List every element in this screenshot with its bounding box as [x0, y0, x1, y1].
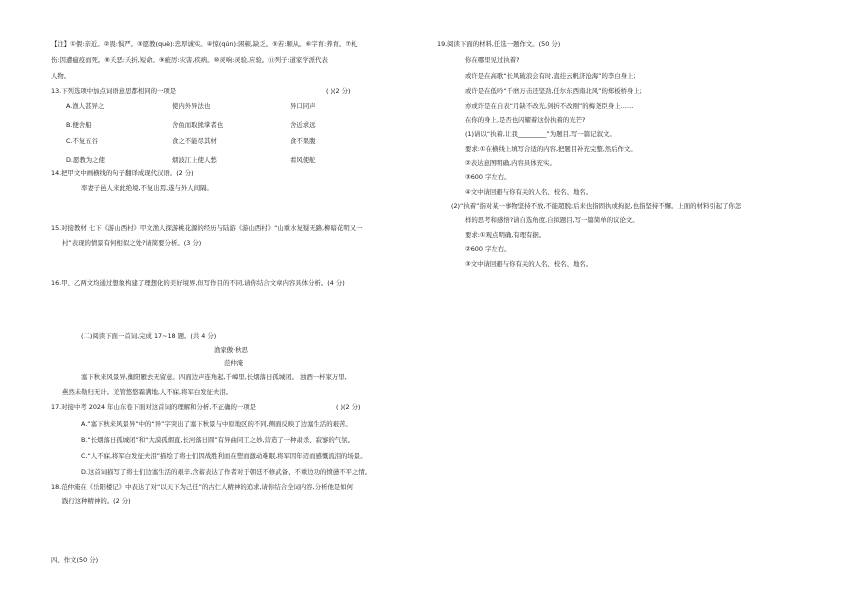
q17-option-d: D.这首词描写了将士们边塞生活的艰辛,含蓄表达了作者对于朝廷不修武备、不重边功的愤懑不平之情。 — [81, 468, 372, 476]
poem-author: 范仲淹 — [224, 359, 244, 367]
question-18-line-1: 18.范仲淹在《岳阳楼记》中表达了对“以天下为己任”的古仁人精神的追求,请你结合全词内容,分析他是如何 — [51, 483, 354, 491]
q13-option-a-3: 异口同声 — [290, 102, 316, 110]
topic-2-line-2: 样的思考和感悟?请自选角度,自拟题目,写一篇简单的议论文。 — [465, 216, 639, 224]
q13-option-b-3: 舍近求远 — [290, 121, 316, 129]
topic-2-line-1: (2)“执着”指对某一事物坚持不放,不能超脱;后来也指固执或拘泥,也指坚持不懈。上面的材料引起了你怎 — [451, 202, 742, 210]
part-4-heading: 四、作文(50 分) — [51, 556, 99, 564]
q13-option-d-2: 烟波江上使人愁 — [172, 156, 217, 164]
q17-option-a: A.“塞下秋来风景异”中的“异”字突出了塞下秋景与中原地区的不同,侧面反映了边塞生活的艰苦。 — [81, 420, 352, 428]
material-intro-4: 亦或许是在自表“月缺不改光,剑折不改刚”的梅尧臣身上…… — [465, 102, 634, 110]
material-intro-1: 你在哪里见过执着? — [465, 56, 520, 64]
q13-option-d-1: D.愿教为之使 — [66, 156, 105, 164]
q13-option-d-3: 看风使舵 — [290, 156, 316, 164]
poem-line-2: 燕然未勒归无计。羌管悠悠霜满地,人不寐,将军白发征夫泪。 — [62, 388, 233, 396]
topic-1-req-3: ③600 字左右。 — [465, 173, 511, 181]
material-intro-3: 或许是在低吟“千磨万击还坚劲,任尔东西南北风”的郑板桥身上; — [465, 87, 642, 95]
question-15-line-2: 村”表现的情景有何相似之处?请简要分析。(3 分) — [62, 239, 202, 247]
annotation-note-line-3: 人物。 — [51, 72, 71, 80]
question-13-answer-paren: ( )(2 分) — [326, 87, 351, 95]
question-19-stem: 19.阅读下面的材料,任选一题作文。(50 分) — [437, 40, 561, 48]
q17-option-b: B.“长烟落日孤城闭”和“大漠孤烟直,长河落日圆”有异曲同工之妙,营造了一种肃杀、寂寥的气氛。 — [81, 436, 354, 444]
q13-option-b-1: B.便舍船 — [66, 121, 92, 129]
q13-option-a-2: 使内外异法也 — [172, 102, 211, 110]
question-18-line-2: 践行这种精神的。(2 分) — [62, 497, 131, 505]
question-14-sentence: 率妻子邑人来此绝境,不复出焉,遂与外人间隔。 — [81, 184, 213, 192]
material-intro-2: 或许是在高歌“长风破浪会有时,直挂云帆济沧海”的李白身上; — [465, 72, 636, 80]
material-intro-5: 在你的身上,是否也闪耀着这份执着的光芒? — [465, 116, 586, 124]
annotation-note-line-1: 【注】①偎:亲近。②畏:惧严。③愿教(què):忠厚诚实。④惊(qún):困顿,缺乏。⑤若:顺从。⑥字育:养育。⑦札 — [51, 40, 358, 48]
part-2-heading: (二)阅读下面一首词,完成 17~18 题。(共 4 分) — [81, 332, 217, 340]
question-17-answer-paren: ( )(2 分) — [336, 403, 361, 411]
topic-2-req-1: 要求:①观点明确,有理有据。 — [465, 231, 546, 239]
topic-1-title: (1)请以“执着,让我_________”为题目,写一篇记叙文。 — [465, 130, 616, 138]
question-14-stem: 14.把甲文中画横线的句子翻译成现代汉语。(2 分) — [51, 169, 194, 177]
poem-title: 渔家傲·秋思 — [214, 346, 248, 354]
question-13-stem: 13.下列选项中加点词语意思都相同的一项是 — [51, 87, 177, 95]
topic-2-req-3: ③文中请回避与你有关的人名、校名、地名。 — [465, 260, 593, 268]
poem-line-1: 塞下秋来风景异,衡阳雁去无留意。四面边声连角起,千嶂里,长烟落日孤城闭。 浊酒一杯家万里, — [81, 373, 347, 381]
annotation-note-line-2: 伤:因遭瘟疫而死。⑧夭恶:夭折,短命。⑨疵厉:灾害,疾病。⑩灵响:灵验,应验。⑪列子:道家学派代表 — [51, 56, 328, 64]
q13-option-c-1: C.不复五谷 — [66, 137, 99, 145]
question-15-line-1: 15.对接教材 七下《游山西村》甲文渔人探游桃花源的经历与陆游《游山西村》“山重水复疑无路,柳暗花明又一 — [51, 224, 363, 232]
q17-option-c: C.“人不寐,将军白发征夫泪”描绘了将士们因战胜利而在塑而激动难眠,将军因年迈而感慨流泪的场景。 — [81, 452, 367, 460]
topic-1-req-4: ④文中请回避与你有关的人名、校名、地名。 — [465, 188, 593, 196]
q13-option-c-3: 食不果腹 — [290, 137, 316, 145]
question-17-stem: 17.对接中考 2024 年山东卷下面对这首词的理解和分析,不正确的一项是 — [51, 403, 257, 411]
topic-1-req-2: ②表达意图明确,内容具体充实。 — [465, 159, 556, 167]
q13-option-a-1: A.渔人甚异之 — [66, 102, 105, 110]
question-16-stem: 16.甲、乙两文均通过想象构建了理想化的美好境界,但写作目的不同,请你结合文章内容具体分析。(4 分) — [51, 279, 345, 287]
q13-option-c-2: 食之不能尽其材 — [172, 137, 217, 145]
topic-1-req-1: 要求:①在横线上填写合适的内容,把题目补充完整,然后作文。 — [465, 145, 637, 153]
q13-option-b-2: 舍鱼而取熊掌者也 — [172, 121, 224, 129]
topic-2-req-2: ②600 字左右。 — [465, 245, 511, 253]
